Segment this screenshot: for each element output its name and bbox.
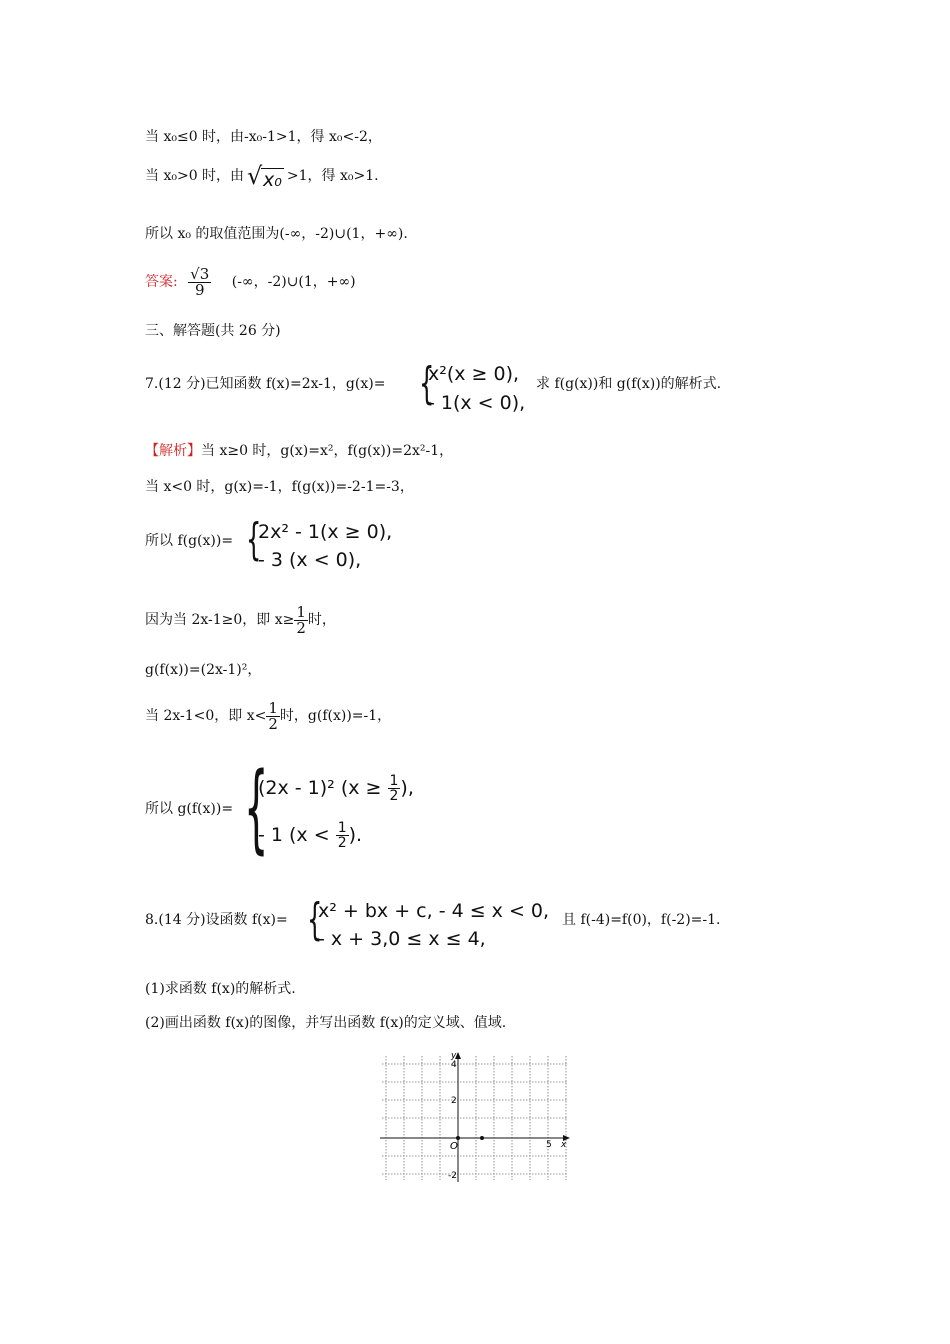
half-num: 1	[296, 602, 306, 621]
q8-part-2: (2)画出函数 f(x)的图像，并写出函数 f(x)的定义域、值域.	[145, 1015, 507, 1031]
q8-pre: 8.(14 分)设函数 f(x)=	[145, 912, 288, 928]
answer-label: 答案:	[145, 274, 178, 290]
x-axis-label: x	[561, 1140, 567, 1150]
q8-post: 且 f(-4)=f(0)，f(-2)=-1.	[562, 912, 721, 928]
q8-brace: {	[307, 894, 323, 945]
solution-text-3-pre: 因为当 2x-1≥0，即 x≥	[145, 612, 295, 628]
solution-line-1	[145, 441, 453, 461]
fg-brace: {	[246, 514, 262, 565]
gf-case-1a: (2x - 1)² (x ≥	[258, 777, 388, 799]
q7-post: 求 f(g(x))和 g(f(x))的解析式.	[536, 376, 722, 392]
half-den: 2	[337, 835, 347, 851]
grid-lines	[382, 1056, 568, 1180]
line-1: 当 x₀≤0 时，由-x₀-1>1，得 x₀<-2，	[145, 129, 382, 145]
tick-x5: 5	[546, 1140, 552, 1150]
answer-fraction-den: 9	[194, 280, 205, 299]
solution-text-5-pre: 当 2x-1<0，即 x<	[145, 708, 267, 724]
solution-line-2: 当 x<0 时，g(x)=-1，f(g(x))=-2-1=-3，	[145, 479, 414, 495]
gf-case-1	[258, 768, 414, 808]
section-heading: 三、解答题(共 26 分)	[145, 323, 281, 339]
origin-label: O	[450, 1141, 458, 1152]
gf-pre: 所以 g(f(x))=	[145, 801, 234, 817]
q7-pre: 7.(12 分)已知函数 f(x)=2x-1，g(x)=	[145, 376, 386, 392]
answer-fraction-num: √3	[190, 264, 210, 283]
half-fraction-2	[266, 698, 280, 733]
gf-case-2a: - 1 (x <	[258, 824, 336, 846]
gf-case-1b: ),	[400, 777, 414, 799]
half-num: 1	[389, 773, 399, 789]
half-num: 1	[268, 698, 278, 717]
tick-yn2: -2	[448, 1171, 457, 1181]
q8-case-1: x² + bx + c, - 4 ≤ x < 0,	[318, 900, 550, 922]
solution-text-5-post: 时，g(f(x))=-1，	[279, 708, 392, 724]
line-2-pre: 当 x₀>0 时，由	[145, 168, 245, 184]
answer-fraction	[188, 264, 211, 299]
y-axis-label: y	[451, 1051, 457, 1061]
line-2	[145, 162, 379, 192]
tick-y4: 4	[451, 1060, 457, 1070]
line-3: 所以 x₀ 的取值范围为(-∞，-2)∪(1，+∞).	[145, 226, 408, 242]
line-2-post: >1，得 x₀>1.	[286, 168, 379, 184]
solution-line-4: g(f(x))=(2x-1)²，	[145, 662, 262, 678]
gf-case-2b: ).	[348, 824, 363, 846]
q7-brace: {	[419, 358, 435, 409]
answer-line	[145, 262, 356, 302]
half-fraction-4	[336, 821, 349, 850]
fg-pre: 所以 f(g(x))=	[145, 533, 234, 549]
q8-case-2: - x + 3,0 ≤ x ≤ 4,	[318, 928, 486, 950]
fg-case-2: - 3 (x < 0),	[258, 549, 362, 571]
gf-brace: {	[244, 752, 269, 864]
sqrt-x0: √ x₀	[247, 162, 282, 191]
gf-case-2	[258, 815, 362, 855]
half-den: 2	[268, 714, 278, 733]
solution-label: 【解析】	[145, 443, 201, 459]
solution-line-5	[145, 696, 391, 736]
point-dot	[480, 1136, 484, 1140]
solution-text-3-post: 时，	[307, 612, 336, 628]
fg-case-1: 2x² - 1(x ≥ 0),	[258, 521, 393, 543]
half-fraction-1	[294, 602, 308, 637]
half-num: 1	[337, 820, 347, 836]
q7-case-2: - 1(x < 0),	[428, 392, 526, 414]
q7-case-1: x²(x ≥ 0),	[428, 363, 520, 385]
half-den: 2	[389, 788, 399, 804]
tick-y2: 2	[451, 1096, 457, 1106]
q8-part-1: (1)求函数 f(x)的解析式.	[145, 981, 296, 997]
origin-dot	[456, 1136, 460, 1140]
solution-line-3	[145, 600, 336, 640]
half-fraction-3	[388, 774, 401, 803]
answer-range: (-∞，-2)∪(1，+∞)	[231, 274, 356, 290]
solution-text-1: 当 x≥0 时，g(x)=x²，f(g(x))=2x²-1，	[201, 443, 454, 459]
half-den: 2	[296, 618, 306, 637]
coordinate-grid	[378, 1050, 574, 1184]
